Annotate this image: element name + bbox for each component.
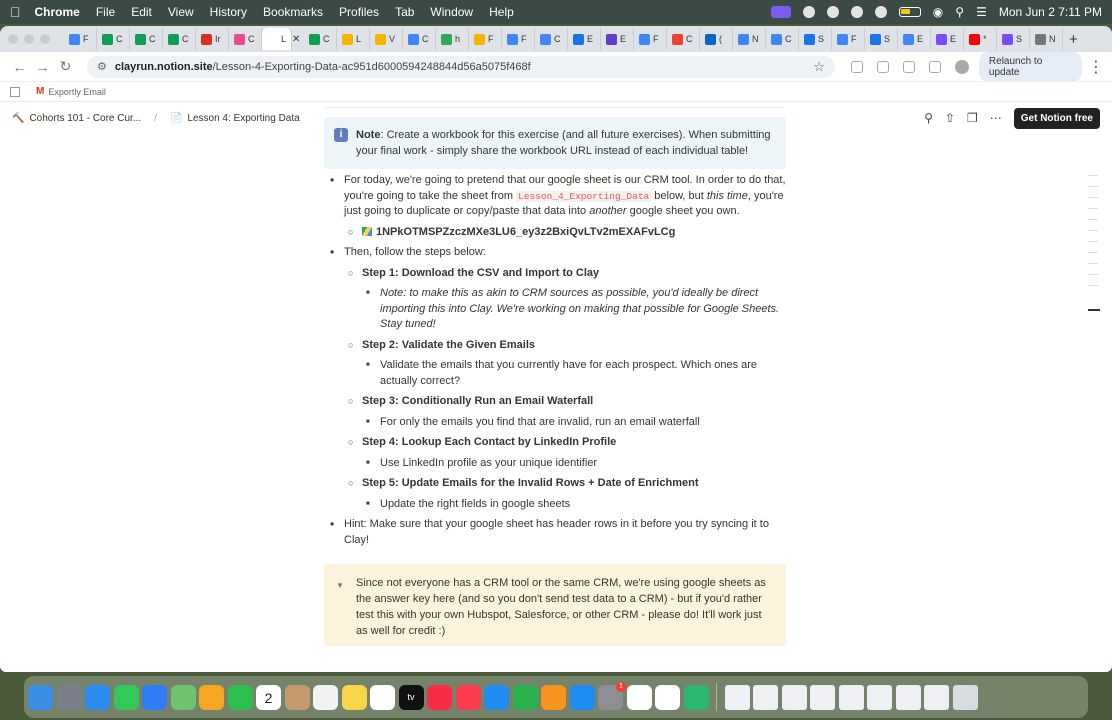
tab-label: F: [851, 34, 857, 44]
tab-label: E: [620, 34, 627, 44]
browser-tab[interactable]: [436, 28, 469, 50]
browser-tab[interactable]: [733, 28, 766, 50]
hint-item: • Hint: Make sure that your google sheet has header rows in it before you try syncing it to Clay!: [330, 517, 790, 548]
battery-icon[interactable]: [899, 7, 921, 17]
tab-favicon-icon: [540, 34, 551, 45]
note-text: : Create a workbook for this exercise (and all future exercises). When submitting your final work - simply share the workbook URL instead of each individual table!: [356, 129, 771, 157]
site-info-icon[interactable]: ⚙: [96, 61, 107, 73]
window-thumb-icon[interactable]: [782, 685, 807, 710]
extension-icon[interactable]: [851, 61, 863, 73]
relaunch-button[interactable]: Relaunch to update: [979, 52, 1082, 82]
menu-help[interactable]: Help: [478, 5, 504, 19]
facetime-icon[interactable]: [228, 685, 253, 710]
pointing-down-icon: ▼: [336, 581, 344, 590]
tip-callout: [324, 564, 786, 646]
tab-favicon-icon: [672, 34, 683, 45]
tab-label: S: [1016, 34, 1023, 44]
tab-label: Ir: [215, 34, 221, 44]
step-detail: ■ Use LinkedIn profile as your unique identifier: [366, 456, 790, 472]
tab-label: S: [884, 34, 891, 44]
appletv-icon[interactable]: tv: [399, 685, 424, 710]
gmail-icon: M: [36, 86, 45, 97]
browser-toolbar: [0, 52, 1112, 82]
menu-window[interactable]: Window: [419, 5, 463, 19]
step-5-title: Step 5: Update Emails for the Invalid Rows + Date of Enrichment: [362, 477, 699, 489]
clock-datetime[interactable]: Mon Jun 2 7:11 PM: [998, 5, 1102, 19]
menu-profiles[interactable]: Profiles: [328, 5, 369, 19]
step-title: [348, 338, 790, 354]
step-2-title: Step 2: Validate the Given Emails: [362, 338, 536, 351]
tab-label: C: [149, 34, 156, 44]
forward-icon[interactable]: →: [35, 58, 50, 75]
tab-label: L: [356, 34, 362, 44]
tab-favicon-icon: [375, 34, 386, 45]
new-tab-button[interactable]: +: [1069, 30, 1078, 48]
browser-tab[interactable]: [601, 28, 634, 50]
tab-favicon-icon: [1035, 34, 1046, 45]
browser-tab[interactable]: [403, 28, 436, 50]
paragraph-text: , you're just going to duplicate or copy/paste that data into: [344, 189, 784, 217]
tab-favicon-icon: [1002, 34, 1013, 45]
apple-menu-icon[interactable]: [10, 4, 21, 20]
step-detail: ■ Update the right fields in google sheets: [366, 497, 790, 513]
back-icon[interactable]: ←: [12, 58, 27, 75]
tab-favicon-icon: [234, 34, 245, 45]
tab-label: L: [281, 34, 287, 44]
step-4-title: Step 4: Lookup Each Contact by LinkedIn Profile: [362, 436, 617, 448]
tab-label: E: [917, 34, 924, 44]
menu-edit[interactable]: Edit: [120, 5, 142, 19]
paragraph-text: For today, we're going to pretend that our google sheet is our CRM tool. In order to do that, you're going to take the sheet from: [344, 174, 786, 202]
extensions-puzzle-icon[interactable]: [877, 61, 889, 73]
tab-favicon-icon: [837, 34, 848, 45]
bookmark-exportly-email[interactable]: Exportly Email: [48, 86, 106, 97]
notes-icon[interactable]: [342, 685, 367, 710]
tab-favicon-icon: [606, 34, 617, 45]
step-title: [348, 476, 790, 492]
browser-tab[interactable]: [64, 28, 97, 50]
slack-icon[interactable]: [627, 685, 652, 710]
browser-tab[interactable]: [832, 28, 865, 50]
window-thumb-icon[interactable]: [896, 685, 921, 710]
browser-tab[interactable]: [370, 28, 403, 50]
browser-tab[interactable]: [229, 28, 262, 50]
paragraph-text: google sheet you own.: [626, 205, 740, 217]
apps-grid-icon[interactable]: [10, 87, 20, 97]
reload-icon[interactable]: ↻: [59, 58, 72, 74]
browser-tab[interactable]: [262, 28, 292, 50]
menu-history[interactable]: History: [199, 5, 237, 19]
tab-label: S: [818, 34, 825, 44]
dock: [24, 676, 1088, 718]
music-icon[interactable]: [427, 685, 452, 710]
tab-label: C: [116, 34, 123, 44]
tab-label: N: [752, 34, 759, 44]
tab-label: N: [1049, 34, 1056, 44]
chrome-icon[interactable]: [655, 685, 680, 710]
keynote-icon[interactable]: [484, 685, 509, 710]
browser-tab[interactable]: [865, 28, 898, 50]
url-path: /Lesson-4-Exporting-Data-ac951d6000594248844d56a5075f468f: [212, 60, 531, 73]
browser-tab[interactable]: [502, 28, 535, 50]
browser-tab[interactable]: [568, 28, 601, 50]
tip-text: Since not everyone has a CRM tool or the same CRM, we're using google sheets as the answer key here (and so you don't send test data to a CRM) - but if you'd rather test this with your own Hubspot, Salesforce, or other CRM - please do! It'll work just as well for credit :): [356, 577, 766, 637]
tab-favicon-icon: [639, 34, 650, 45]
tab-label: E: [587, 34, 594, 44]
bookmark-star-icon[interactable]: ☆: [813, 58, 825, 74]
outline-current-marker[interactable]: [1088, 309, 1100, 311]
breadcrumb: 🔨 Cohorts 101 - Core Cur... / 📄 Lesson 4: Exporting Data: [12, 112, 300, 124]
step-detail: ■ Validate the emails that you currently have for each prospect. Which ones are actually correct?: [366, 358, 790, 389]
tab-favicon-icon: [936, 34, 947, 45]
tab-favicon-icon: [474, 34, 485, 45]
divider: [324, 107, 784, 108]
browser-tab[interactable]: [469, 28, 502, 50]
window-thumb-icon[interactable]: [810, 685, 835, 710]
browser-tab[interactable]: [700, 28, 733, 50]
finder-icon[interactable]: [28, 685, 53, 710]
browser-tab[interactable]: [931, 28, 964, 50]
lesson-body: [330, 173, 790, 548]
tab-favicon-icon: [168, 34, 179, 45]
tab-label: F: [488, 34, 494, 44]
tab-label: V: [389, 34, 396, 44]
tab-favicon-icon: [441, 34, 452, 45]
tab-label: F: [521, 34, 527, 44]
inline-code: Lesson_4_Exporting_Data: [518, 190, 650, 202]
tab-favicon-icon: [738, 34, 749, 45]
emphasis-text: another: [589, 205, 627, 217]
browser-tab[interactable]: [964, 28, 997, 50]
step-detail: ■ For only the emails you find that are invalid, run an email waterfall: [366, 415, 790, 431]
tab-label: C: [248, 34, 255, 44]
tab-label: C: [554, 34, 561, 44]
emphasis-text: this time: [706, 189, 748, 202]
list-item: • Then, follow the steps below:: [330, 245, 790, 261]
step-title: [348, 266, 790, 282]
browser-tab[interactable]: [898, 28, 931, 50]
info-icon: i: [334, 128, 348, 142]
profile-avatar[interactable]: [955, 60, 969, 74]
breadcrumb-cohorts[interactable]: Cohorts 101 - Core Cur...: [29, 112, 142, 124]
tab-label: F: [653, 34, 659, 44]
browser-tab[interactable]: [130, 28, 163, 50]
tab-favicon-icon: [771, 34, 782, 45]
window-thumb-icon[interactable]: [867, 685, 892, 710]
cast-icon[interactable]: [929, 61, 941, 73]
chatgpt-icon[interactable]: [684, 685, 709, 710]
bookmarks-bar: [0, 82, 1112, 102]
browser-tab[interactable]: [997, 28, 1030, 50]
contacts-icon[interactable]: [285, 685, 310, 710]
step-1-detail: Note: to make this as akin to CRM sources as possible, you'd ideally be direct importing this into Clay. We're working on making that possible for Google Sheets. Stay tuned!: [380, 287, 780, 330]
reminders-icon[interactable]: [313, 685, 338, 710]
menu-app[interactable]: Chrome: [24, 5, 70, 19]
browser-tab[interactable]: [766, 28, 799, 50]
tab-label: C: [422, 34, 429, 44]
tab-favicon-icon: [201, 34, 212, 45]
menu-bookmarks[interactable]: Bookmarks: [252, 5, 313, 19]
browser-tab[interactable]: [799, 28, 832, 50]
tab-label: (: [719, 34, 722, 44]
step-title: [348, 394, 790, 410]
browser-tab[interactable]: [97, 28, 130, 50]
status-app-icon-2[interactable]: [827, 6, 839, 18]
window-thumb-icon[interactable]: [924, 685, 949, 710]
browser-tab[interactable]: [634, 28, 667, 50]
tab-favicon-icon: [705, 34, 716, 45]
tab-favicon-icon: [903, 34, 914, 45]
tab-strip: [0, 26, 1112, 52]
search-icon[interactable]: ⚲: [955, 5, 965, 19]
tab-favicon-icon: [804, 34, 815, 45]
tab-favicon-icon: [408, 34, 419, 45]
tab-label: h: [455, 34, 461, 44]
browser-tab[interactable]: [535, 28, 568, 50]
menu-bar: [0, 0, 1112, 24]
duplicate-icon[interactable]: ❐: [967, 111, 978, 125]
menu-tab[interactable]: Tab: [384, 5, 404, 19]
url-domain: clayrun.notion.site: [114, 60, 213, 73]
calendar-icon[interactable]: 2: [256, 685, 281, 710]
wifi-icon[interactable]: ◉: [932, 5, 944, 19]
browser-tab[interactable]: [196, 28, 229, 50]
status-app-icon-3[interactable]: [851, 6, 863, 18]
close-window-button[interactable]: [8, 34, 18, 44]
window-thumb-icon[interactable]: [753, 685, 778, 710]
tab-label: E: [950, 34, 957, 44]
messages-icon[interactable]: [114, 685, 139, 710]
news-icon[interactable]: [456, 685, 481, 710]
safari-icon[interactable]: [85, 685, 110, 710]
tab-favicon-icon: [69, 34, 80, 45]
search-icon[interactable]: ⚲: [924, 111, 933, 125]
trash-icon[interactable]: [953, 685, 978, 710]
get-notion-free-button[interactable]: Get Notion free: [1014, 108, 1100, 129]
tab-label: F: [83, 34, 89, 44]
step-1-title: Step 1: Download the CSV and Import to Clay: [362, 266, 600, 279]
tab-favicon-icon: [267, 34, 278, 45]
settings-icon[interactable]: [598, 682, 623, 710]
freeform-icon[interactable]: [370, 685, 395, 710]
window-controls: [8, 34, 50, 44]
pages-icon[interactable]: [541, 685, 566, 710]
tab-favicon-icon: [102, 34, 113, 45]
tab-favicon-icon: [135, 34, 146, 45]
page-icon-emoji-2: 📄: [169, 112, 183, 124]
browser-tab[interactable]: [1030, 28, 1063, 50]
note-callout: [324, 117, 786, 169]
notification-badge: 1: [616, 682, 626, 692]
share-icon[interactable]: ⇧: [944, 111, 955, 125]
browser-tab[interactable]: [667, 28, 700, 50]
step-detail: [366, 286, 790, 333]
sidepanel-icon[interactable]: [903, 61, 915, 73]
tab-label: C: [785, 34, 792, 44]
browser-tab[interactable]: [163, 28, 196, 50]
tab-favicon-icon: [870, 34, 881, 45]
tab-favicon-icon: [969, 34, 980, 45]
paragraph-text: below, but: [651, 189, 707, 202]
page-outline[interactable]: [1088, 175, 1098, 296]
page-icon-emoji: 🔨: [12, 112, 25, 124]
status-app-icon[interactable]: [803, 6, 815, 18]
window-thumb-icon[interactable]: [839, 685, 864, 710]
tab-favicon-icon: [309, 34, 320, 45]
step-3-title: Step 3: Conditionally Run an Email Waterfall: [362, 395, 594, 407]
zoom-window-button[interactable]: [40, 34, 50, 44]
tab-label: C: [323, 34, 330, 44]
tab-favicon-icon: [573, 34, 584, 45]
tab-label: C: [182, 34, 189, 44]
chrome-menu-icon[interactable]: ⋮: [1087, 58, 1104, 76]
dock-separator: [716, 683, 717, 711]
tab-favicon-icon: [342, 34, 353, 45]
control-center-icon[interactable]: ☰: [976, 5, 987, 19]
numbers-icon[interactable]: [513, 685, 538, 710]
screen-record-icon[interactable]: [771, 6, 791, 18]
play-icon[interactable]: [875, 6, 887, 18]
minimize-window-button[interactable]: [24, 34, 34, 44]
google-drive-icon: [362, 227, 372, 236]
step-title: [348, 435, 790, 451]
list-item: [330, 173, 790, 220]
launchpad-icon[interactable]: [57, 685, 82, 710]
note-label: Note: [356, 129, 381, 141]
browser-tab[interactable]: [337, 28, 370, 50]
tabs: [64, 28, 1063, 50]
mail-icon[interactable]: [142, 685, 167, 710]
tab-favicon-icon: [507, 34, 518, 45]
browser-tab[interactable]: [304, 28, 337, 50]
menu-view[interactable]: View: [157, 5, 184, 19]
tab-label: *: [983, 34, 987, 44]
more-icon[interactable]: ⋯: [989, 111, 1002, 125]
maps-icon[interactable]: [171, 685, 196, 710]
list-item: [348, 225, 790, 241]
sheet-link[interactable]: 1NPkOTMSPZzczMXe3LU6_ey3z2BxiQvLTv2mEXAFvLCg: [376, 225, 676, 238]
photos-icon[interactable]: [199, 685, 224, 710]
breadcrumb-lesson[interactable]: Lesson 4: Exporting Data: [187, 112, 300, 124]
menu-file[interactable]: File: [85, 5, 105, 19]
tab-label: C: [686, 34, 693, 44]
appstore-icon[interactable]: [570, 685, 595, 710]
close-tab-icon[interactable]: ✕: [292, 33, 301, 45]
document-icon[interactable]: [725, 685, 750, 710]
address-bar[interactable]: [87, 56, 835, 78]
